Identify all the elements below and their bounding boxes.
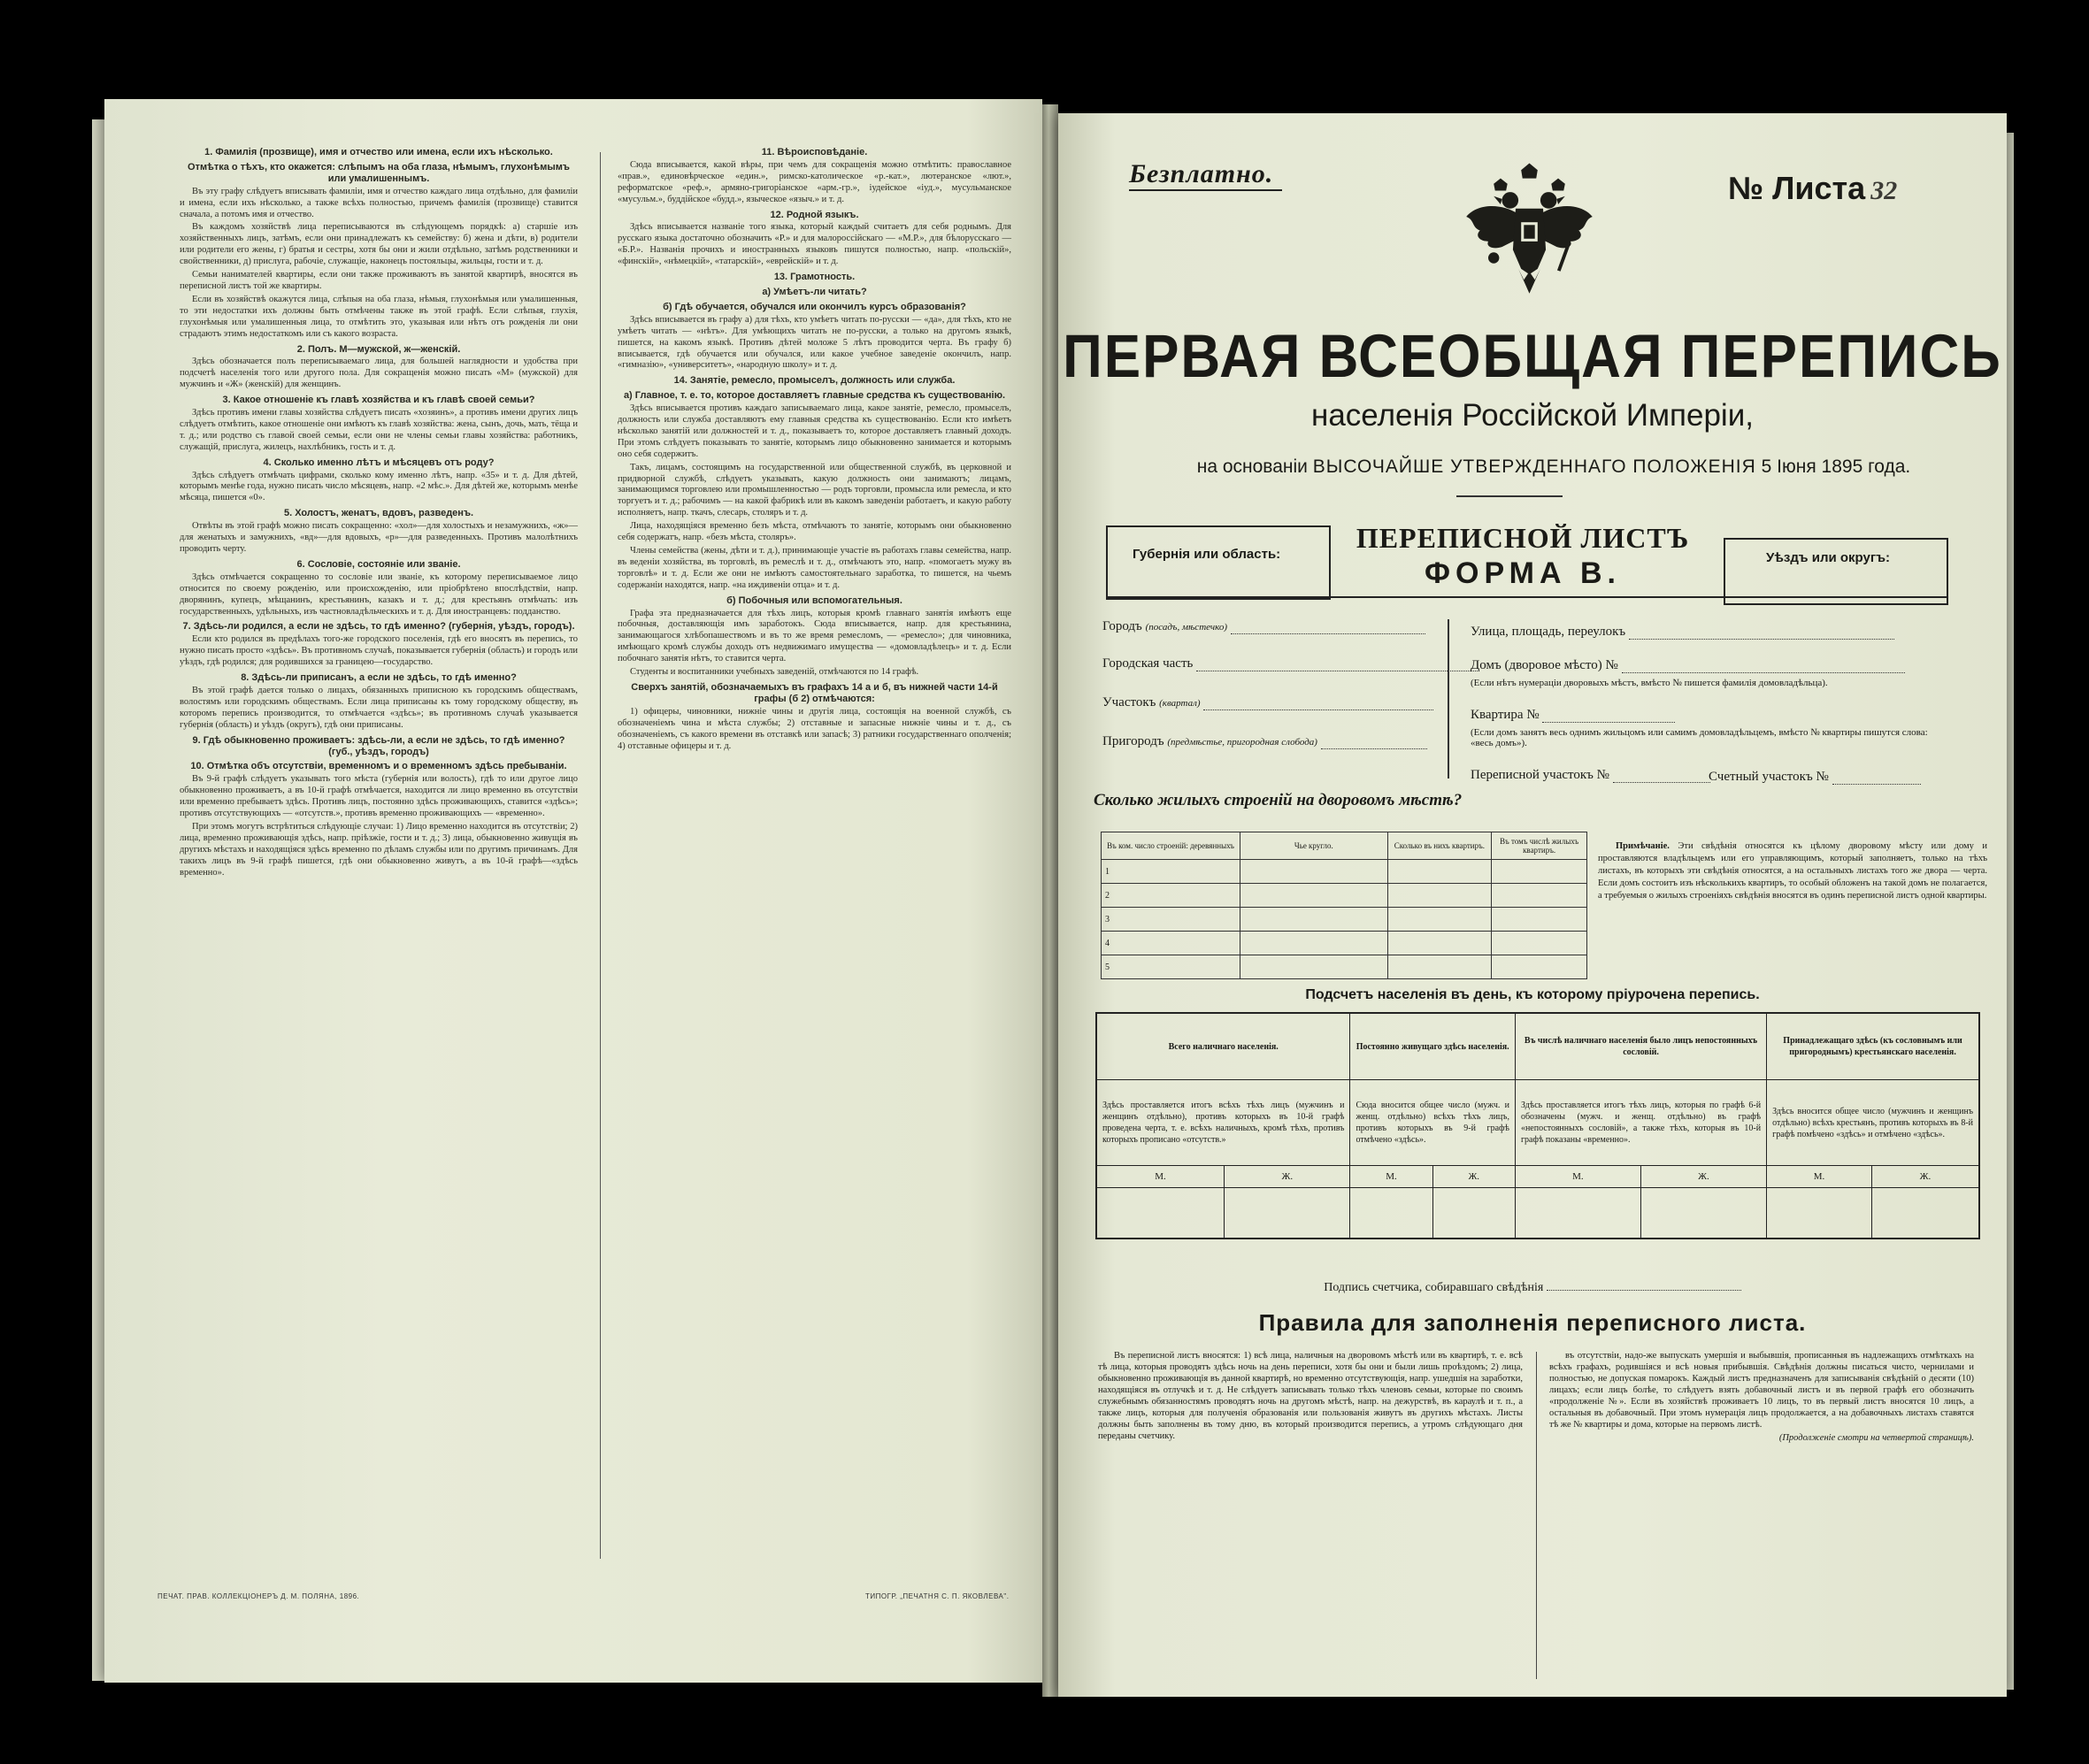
column-divider	[600, 152, 601, 1559]
sheet-number	[1728, 170, 1897, 207]
bld-row-number: 4	[1102, 932, 1240, 955]
section-heading: 10. Отмѣтка объ отсутствіи, временномъ и о временномъ здѣсь пребываніи.	[190, 761, 567, 772]
house-label: Домъ (дворовое мѣсто) №	[1471, 658, 1618, 672]
male-label: М.	[1515, 1166, 1640, 1188]
bld-row-number: 2	[1102, 884, 1240, 908]
precinct-field[interactable]	[1102, 695, 1433, 710]
count-area-field[interactable]	[1709, 770, 1921, 785]
population-count-table	[1095, 1012, 1980, 1239]
section-heading: 4. Сколько именно лѣтъ и мѣсяцевъ отъ роду?	[263, 456, 495, 468]
signature-label: Подпись счетчика, собиравшаго свѣдѣнія	[1324, 1281, 1544, 1294]
section-heading: 2. Полъ. М—мужской, ж—женскій.	[296, 343, 461, 355]
instruction-paragraph: Такъ, лицамъ, состоящимъ на государственной или общественной службѣ, въ церковной и придворной службѣ, слѣдуетъ указывать, какую должность они занимаютъ; лицамъ, занимающимся торговлею или промышленностью — родъ торговли, промысла или ремесла, и кто торгуетъ и т. д.; рабочимъ — на какой фабрикѣ или въ какомъ заведеніи работаетъ, и какую работу исполняетъ, напр. ткачъ, слесарь, столяръ и т. д.	[618, 462, 1011, 518]
section-heading: б) Гдѣ обучается, обучался или окончилъ курсъ образованія?	[663, 301, 966, 312]
right-page	[1058, 113, 2007, 1697]
rules-column-1	[1098, 1350, 1523, 1444]
section-heading: а) Умѣетъ-ли читать?	[762, 286, 867, 297]
continuation-note: (Продолженіе смотри на четвертой страницѣ).	[1778, 1433, 1974, 1443]
section-heading: а) Главное, т. е. то, которое доставляетъ главные средства къ существованію.	[623, 390, 1006, 402]
section-heading: 12. Родной языкъ.	[770, 209, 859, 220]
census-area-field[interactable]	[1471, 768, 1710, 783]
bld-header-3: Сколько въ нихъ квартиръ.	[1387, 832, 1492, 860]
rules-divider	[1536, 1352, 1537, 1679]
house-hint: (Если нѣтъ нумераціи дворовыхъ мѣстъ, вмѣсто № пишется фамилія домовладѣльца).	[1471, 678, 1828, 688]
instruction-paragraph: Въ эту графу слѣдуетъ вписывать фамиліи, имя и отчество каждаго лица отдѣльно, для фамиліи и имена, если ихъ нѣсколько, а также всѣхъ полностью, причемъ фамилія (прозвище) ставится сначала, а потомъ имя и отчество.	[180, 186, 578, 219]
instruction-paragraph: Въ 9-й графѣ слѣдуетъ указывать того мѣста (губернія или волость), гдѣ то или другое лицо обыкновенно проживаетъ, а въ 10-й графѣ отмѣчается, находится ли лицо временно въ отсутствіи или временно пребываетъ здѣсь. Противъ лицъ, постоянно здѣсь проживающихъ, ставится «здѣсь»; противъ отсутствующихъ — «отсутств.», противъ временно проживающихъ — «временно».	[180, 774, 578, 819]
header-rule	[1106, 596, 1947, 598]
suburb-hint: (предмѣстье, пригородная слобода)	[1167, 737, 1317, 748]
rules-text-2: въ отсутствіи, надо-же выпускать умершія и выбывшія, прописанныя въ надлежащихъ отмѣткахъ на всѣхъ графахъ, родившіяся и всѣ новыя прибывшія. Свѣдѣнія должны писаться чисто, чернилами и полностью, не допуская помарокъ. Каждый листъ предназначенъ для записыванія свѣдѣній о десяти (10) лицахъ; если лицъ болѣе, то слѣдуетъ взять добавочный листъ и въ первой графѣ его обозначить «продолженіе №». Если въ хозяйствѣ проживаетъ 10 лицъ, то въ первый листъ вносятся 10 лицъ, а остальныя въ добавочный. При этомъ нумерація лицъ продолжается, а на добавочныхъ листахъ ставятся тѣ же № квартиры и дома, которые на первомъ листѣ.	[1549, 1351, 1974, 1430]
female-label: Ж.	[1225, 1166, 1350, 1188]
count-header-transient: Въ числѣ наличнаго населенія было лицъ непостоянныхъ сословій.	[1515, 1013, 1766, 1080]
bld-row-number: 1	[1102, 860, 1240, 884]
count-header-present: Всего наличнаго населенія.	[1096, 1013, 1350, 1080]
city-hint: (посадъ, мѣстечко)	[1145, 622, 1228, 633]
census-subtitle: населенія Россійской Имперіи,	[1311, 398, 1754, 433]
instruction-paragraph: Семьи нанимателей квартиры, если они также проживаютъ въ занятой квартирѣ, вносятся въ переписной листъ той же квартиры.	[180, 270, 578, 291]
section-heading: 7. Здѣсь-ли родился, а если не здѣсь, то гдѣ именно? (губернія, уѣздъ, городъ).	[182, 621, 575, 633]
instruction-paragraph: Графа эта предназначается для тѣхъ лицъ, которыя кромѣ главнаго занятія имѣютъ еще побочныя, доставляющія имъ заработокъ. Сюда вписывается, напр. для крестьянина, занимающагося хлѣбопашествомъ и въ то же время ремесломъ, — «ремесло»; для чиновника, имѣющаго кромѣ службы доходъ отъ недвижимаго имущества — «домовладѣлецъ» и т. д. Если побочнаго занятія нѣтъ, то ставится черта.	[618, 608, 1011, 664]
left-page	[104, 99, 1042, 1683]
title-rule	[1456, 495, 1563, 497]
city-label: Городъ	[1102, 619, 1142, 633]
buildings-note	[1598, 840, 1987, 902]
female-label: Ж.	[1871, 1166, 1979, 1188]
section-heading: Отмѣтка о тѣхъ, кто окажется: слѣпымъ на оба глаза, нѣмымъ, глухонѣмымъ или умалишеннымъ.	[188, 161, 570, 184]
sheet-header	[1324, 522, 1722, 591]
guberniya-box[interactable]	[1106, 525, 1331, 600]
count-desc-transient: Здѣсь проставляется итогъ тѣхъ лицъ, которыя по графѣ 6-й обозначены (мужч. и женщ. отдѣльно) въ графѣ «непостоянныхъ сословій», а также тѣхъ, которыя въ 10-й графѣ показаны «временно».	[1515, 1080, 1766, 1166]
section-heading: 8. Здѣсь-ли приписанъ, а если не здѣсь, то гдѣ именно?	[241, 672, 517, 684]
count-desc-peasant: Здѣсь вносится общее число (мужчинъ и женщинъ отдѣльно) всѣхъ крестьянъ, противъ которыхъ въ 8-й графѣ помѣчено «здѣсь» и отмѣчено «здѣсь».	[1767, 1080, 1979, 1166]
note-text: Эти свѣдѣнія относятся къ цѣлому дворовому мѣсту или дому и проставляются владѣльцемъ или его управляющимъ, который заполняетъ, только на тѣхъ листахъ, въ которыхъ эти свѣдѣнія относятся, а на остальныхъ листахъ того же двора — черта. Если домъ состоитъ изъ нѣсколькихъ квартиръ, то особый обложенъ на такой домъ не полагается, а требуемыя о жилыхъ строеніяхъ свѣдѣнія вносятся въ одинъ переписной листъ одной квартиры.	[1598, 841, 1987, 901]
apartment-label: Квартира №	[1471, 708, 1540, 722]
note-title: Примѣчаніе.	[1616, 841, 1670, 851]
rules-title: Правила для заполненія переписного листа.	[1258, 1309, 1807, 1336]
count-desc-permanent: Сюда вносится общее число (мужч. и женщ. отдѣльно) всѣхъ тѣхъ лицъ, противъ которыхъ въ 9-й графѣ отмѣчено «здѣсь».	[1350, 1080, 1516, 1166]
count-header-permanent: Постоянно живущаго здѣсь населенія.	[1350, 1013, 1516, 1080]
instruction-paragraph: Студенты и воспитанники учебныхъ заведеній, отмѣчаются по 14 графѣ.	[630, 667, 919, 678]
instruction-paragraph: Лица, находящіяся временно безъ мѣста, отмѣчаютъ то занятіе, которымъ они обыкновенно себя содержатъ, напр. «безъ мѣста, столяръ».	[618, 521, 1011, 543]
instruction-paragraph: Здѣсь противъ имени главы хозяйства слѣдуетъ писать «хозяинъ», а противъ имени других лицъ слѣдуетъ отмѣтить, какое отношеніе они имѣютъ къ главѣ хозяйства: жена, сынъ, дочь, мать, тёща и т. д.; или родство съ главой своей семьи, если они не члены семьи главы хозяйства: работникъ, служащій, прислуга, жилецъ, нахлѣбникъ, гость и т. д.	[180, 408, 578, 452]
suburb-label: Пригородъ	[1102, 734, 1164, 748]
bld-row-number: 3	[1102, 908, 1240, 932]
instruction-paragraph: Здѣсь вписывается въ графу а) для тѣхъ, кто умѣетъ читать по-русски — «да», для тѣхъ, кто не умѣетъ читать — «нѣтъ». Для умѣющихъ читать не по-русски, а только на другомъ языкѣ, пишется, на какомъ языкѣ. Противъ дѣтей моложе 5 лѣтъ проводится черта. Въ графу б) вписывается, гдѣ обучается или обучался, или какое учебное заведеніе окончилъ, напр. «гимназію», «университетъ», «народную школу» и т. д.	[618, 314, 1011, 371]
census-area-label: Переписной участокъ №	[1471, 768, 1609, 782]
section-heading: 1. Фамилія (прозвище), имя и отчество или имена, если ихъ нѣсколько.	[204, 147, 553, 157]
section-heading: 3. Какое отношеніе къ главѣ хозяйства и къ главѣ своей семьи?	[222, 395, 535, 406]
census-title: ПЕРВАЯ ВСЕОБЩАЯ ПЕРЕПИСЬ	[1063, 323, 2002, 391]
double-headed-eagle-emblem	[1461, 162, 1598, 299]
buildings-table	[1101, 832, 1587, 979]
section-heading: 11. Вѣроисповѣданіе.	[761, 147, 868, 157]
table-row[interactable]	[1102, 860, 1587, 884]
bld-header-4: Въ томъ числѣ жилыхъ квартиръ.	[1492, 832, 1587, 860]
basis-prefix: на основаніи	[1196, 456, 1308, 477]
instruction-paragraph: Здѣсь вписывается названіе того языка, который каждый считаетъ для себя роднымъ. Для русскаго языка достаточно обозначить «Р.» и для малороссійскаго — «М.Р.», для бѣлорусскаго — «Б.Р.». Названія прочихъ и иностранныхъ языковъ пишутся полностью, напр. «польскій», «финскій», «нѣмецкій», «татарскій», «еврейскій» и т. д.	[618, 222, 1011, 267]
instruction-paragraph: Здѣсь вписывается противъ каждаго записываемаго лица, какое занятіе, ремесло, промыселъ, должность или служба доставляютъ ему главныя средства къ существованію. Если кто имѣетъ нѣсколько занятій или должностей и т. д., показываетъ то, которое доставляетъ главный доходъ. При этомъ слѣдуетъ показывать то занятіе, которымъ лицо обыкновенно занимается и которымъ оно себя содержитъ.	[618, 403, 1011, 459]
city-field[interactable]	[1102, 619, 1425, 634]
count-desc-present: Здѣсь проставляется итогъ всѣхъ тѣхъ лицъ (мужчинъ и женщинъ отдѣльно), противъ которыхъ въ 10-й графѣ проведена черта, т. е. всѣхъ наличныхъ, кромѣ тѣхъ, противъ которыхъ прописано «отсутств.»	[1096, 1080, 1350, 1166]
section-heading: Сверхъ занятій, обозначаемыхъ въ графахъ 14 а и б, въ нижней части 14-й графы (б 2) отмѣчаются:	[631, 681, 998, 704]
instruction-paragraph: Если въ хозяйствѣ окажутся лица, слѣпыя на оба глаза, нѣмыя, глухонѣмыя или умалишенныя, то эти недостатки ихъ должны быть отмѣчены также въ этой графѣ. Если слѣпыя, глухія, глухонѣмыя или умалишенныя лица, то отмѣтить это, указывая или нѣтъ отъ рожденія ли они страдаютъ этимъ недостаткомъ или съ какого возраста.	[180, 294, 578, 339]
population-count-title: Подсчетъ населенія въ день, къ которому пріурочена перепись.	[1305, 987, 1760, 1002]
book-spine	[1042, 104, 1058, 1697]
printer-imprint-right: ТИПОГР. „ПЕЧАТНЯ С. П. ЯКОВЛЕВА".	[865, 1592, 1010, 1600]
suburb-field[interactable]	[1102, 734, 1427, 749]
house-field[interactable]	[1471, 658, 1905, 673]
rules-text-1: Въ переписной листъ вносятся: 1) всѣ лица, наличныя на дворовомъ мѣстѣ или въ квартирѣ, т. е. всѣ тѣ лица, которыя проводятъ здѣсь ночь на день переписи, хотя бы они и были лишь проѣздомъ; 2) лица, обыкновенно проживающія въ данной квартирѣ, но временно отсутствующія, напр. ушедшія на заработки, находящіяся въ отлучкѣ и т. д. Не слѣдуетъ записывать только тѣхъ членовъ семьи, которые по своимъ служебнымъ обязанностямъ проводятъ ночь на другомъ мѣстѣ, напр. на дежурствѣ, въ караулѣ и т. п., а также лицъ, которыя для полученія образованія или пользованія живутъ въ другихъ мѣстахъ. Листы должны быть заполнены въ тому дню, въ который производится перепись, а утромъ слѣдующаго дня переданы счетчику.	[1098, 1351, 1523, 1441]
address-divider	[1448, 619, 1449, 778]
enumerator-signature[interactable]	[1058, 1281, 2007, 1295]
instruction-paragraph: Въ этой графѣ дается только о лицахъ, обязанныхъ приписною къ городскимъ обществамъ, волостямъ или городскимъ обществамъ. Если лица приписаны къ тому городскому обществу, въ которомъ перепись производится, то отмѣчается «здѣсь»; въ противномъ случаѣ указывается губернія (область) и уѣздъ (округъ), гдѣ они приписаны.	[180, 685, 578, 730]
precinct-hint: (квартал)	[1159, 698, 1201, 709]
guberniya-label: Губернія или область:	[1133, 547, 1281, 562]
section-heading: б) Побочныя или вспомогательныя.	[726, 594, 902, 606]
street-label: Улица, площадь, переулокъ	[1471, 625, 1626, 639]
legal-basis	[1111, 456, 1996, 478]
section-heading: 9. Гдѣ обыкновенно проживаетъ: здѣсь-ли, а если не здѣсь, то гдѣ именно? (губ., уѣздъ, городъ)	[192, 734, 565, 757]
count-area-label: Счетный участокъ №	[1709, 770, 1829, 784]
section-heading: 5. Холостъ, женатъ, вдовъ, разведенъ.	[283, 508, 474, 519]
rules-column-2	[1549, 1350, 1974, 1446]
street-field[interactable]	[1471, 625, 1894, 640]
sheet-number-handwritten: 32	[1870, 176, 1898, 205]
city-district-field[interactable]	[1102, 656, 1479, 671]
section-heading: 13. Грамотность.	[773, 272, 856, 283]
section-heading: 6. Сословіе, состояніе или званіе.	[296, 558, 461, 570]
bld-header-1: Въ ком. число строеній: деревянныхъ	[1102, 832, 1240, 860]
instruction-paragraph: Сюда вписывается, какой вѣры, при чемъ для сокращенія можно отмѣтить: православное «прав.», единовѣрческое «един.», римско-католическое «р.-кат.», лютеранское «лют.», реформатское «реф.», армяно-григоріанское «арм.-гр.», іудейское «іуд.», мусульманское «мусульм.», буддійское «будд.», языческое «языч.» и т. д.	[618, 159, 1011, 204]
instruction-paragraph: Если кто родился въ предѣлахъ того-же городского поселенія, гдѣ его вносятъ въ перепись, то нужно писать просто «здѣсь». Въ противномъ случаѣ, показывается губернія (область) и городъ или уѣздъ, гдѣ родился; для родившихся за границею—государство.	[180, 634, 578, 668]
count-header-peasant: Принадлежащаго здѣсь (къ сословнымъ или пригороднымъ) крестьянскаго населенія.	[1767, 1013, 1979, 1080]
male-label: М.	[1350, 1166, 1432, 1188]
table-row[interactable]	[1102, 884, 1587, 908]
female-label: Ж.	[1640, 1166, 1766, 1188]
instruction-paragraph: Здѣсь отмѣчается сокращенно то сословіе или званіе, къ которому переписываемое лицо относится по своему рожденію, или происхожденію, или пріобрѣтено впослѣдствіи, напр. дворянинъ, купецъ, мѣщанинъ, крестьянинъ, казакъ и т. д.; для крестьянъ отмѣчать: изъ государственныхъ, удѣльныхъ, изъ частновладѣльческихъ и т. д. Для иностранцевъ: подданство.	[180, 571, 578, 617]
instruction-paragraph: Здѣсь слѣдуетъ отмѣчать цифрами, сколько кому именно лѣтъ, напр. «35» и т. д. Для дѣтей, которымъ менѣе года, нужно писать число мѣсяцевъ, напр. «2 мѣс.». Для дѣтей же, которымъ менѣе мѣсяца, пишется «0».	[180, 470, 578, 503]
instruction-paragraph: 1) офицеры, чиновники, нижніе чины и другія лица, состоящія на военной службѣ, съ обозначеніемъ чина и мѣста службы; 2) отставные и запасные нижніе чины и т. д., съ обозначеніемъ, съ какого времени въ отставкѣ или запасѣ; 3) ратники государственнаго ополченія; 4) отставные офицеры и т. д.	[618, 706, 1011, 751]
sheet-number-label: № Листа	[1728, 170, 1866, 206]
buildings-question: Сколько жилыхъ строеній на дворовомъ мѣстѣ?	[1094, 791, 1463, 809]
section-heading: 14. Занятіе, ремесло, промыселъ, должность или служба.	[673, 375, 956, 387]
printer-imprint-left: ПЕЧАТ. ПРАВ. КОЛЛЕКЦІОНЕРЪ Д. М. ПОЛЯНА, 1896.	[157, 1592, 360, 1600]
instruction-paragraph: При этомъ могутъ встрѣтиться слѣдующіе случаи: 1) Лицо временно находится въ отсутствіи; 2) лица, временно проживающія здѣсь, напр. пріѣзжіе, гости и т. д.; 3) лица, обыкновенно живущія въ другихъ мѣстахъ и находящіяся здѣсь временно по дѣламъ службы или по другимъ причинамъ. Для такихъ лицъ въ 9-й графѣ пишется, гдѣ они обыкновенно живутъ, а въ 10-й графѣ—«здѣсь временно».	[180, 821, 578, 878]
instruction-paragraph: Отвѣты въ этой графѣ можно писать сокращенно: «хол»—для холостыхъ и незамужнихъ, «ж»—для женатыхъ и замужнихъ, «вд»—для вдовыхъ, «р»—для разведенныхъ. Противъ малолѣтнихъ проводить черту.	[180, 521, 578, 554]
table-row[interactable]	[1102, 908, 1587, 932]
uezd-label: Уѣздъ или округъ:	[1766, 550, 1891, 565]
apartment-hint: (Если домъ занятъ весь однимъ жильцомъ или самимъ домовладѣльцемъ, вмѣсто № квартиры пишутся слова: «весь домъ»).	[1471, 727, 1928, 748]
instruction-paragraph: Въ каждомъ хозяйствѣ лица переписываются въ слѣдующемъ порядкѣ: а) старшіе изъ хозяйственныхъ лицъ, затѣмъ, если они принадлежатъ къ семейству: б) жена и дѣти, в) родители или родители его жены, г) братья и сестры, хотя бы они и жили отдѣльно, затѣмъ родственники и свойственники, д) прислуга, рабочіе, служащіе, наконецъ постояльцы, жильцы, гости и т. д.	[180, 222, 578, 267]
bld-header-2: Чье кругло.	[1240, 832, 1387, 860]
instruction-paragraph: Здѣсь обозначается полъ переписываемаго лица, для большей наглядности и удобства при подсчетѣ населенія того или другого пола. Для сокращенія можно писать «М» (мужской) для мужчинъ и «Ж» (женскій) для женщинъ.	[180, 357, 578, 390]
instructions-column-2	[618, 143, 1011, 754]
sheet-title: ПЕРЕПИСНОЙ ЛИСТЪ	[1356, 522, 1690, 554]
male-label: М.	[1096, 1166, 1225, 1188]
precinct-label: Участокъ	[1102, 695, 1156, 709]
form-label: ФОРМА В.	[1424, 556, 1622, 590]
instructions-column-1	[180, 143, 578, 880]
table-row[interactable]	[1102, 955, 1587, 979]
female-label: Ж.	[1432, 1166, 1515, 1188]
basis-regulation: ВЫСОЧАЙШЕ УТВЕРЖДЕННАГО ПОЛОЖЕНІЯ	[1312, 456, 1756, 477]
uezd-box[interactable]	[1724, 538, 1948, 605]
count-entry-row[interactable]	[1096, 1188, 1979, 1239]
city-district-label: Городская часть	[1102, 656, 1194, 671]
instruction-paragraph: Члены семейства (жены, дѣти и т. д.), принимающіе участіе въ работахъ главы семейства, напр. въ веденіи хозяйства, въ торговлѣ, въ ремеслѣ и т. д., отмѣчаютъ это, напр. «помогаетъ мужу въ торговлѣ» и т. д. Если же они не имѣютъ самостоятельнаго заработка, то пишется, на чьемъ содержаніи находятся, напр. «на иждивеніи отца» и т. д.	[618, 546, 1011, 590]
table-row[interactable]	[1102, 932, 1587, 955]
free-label: Безплатно.	[1129, 159, 1274, 188]
bld-row-number: 5	[1102, 955, 1240, 979]
apartment-field[interactable]	[1471, 708, 1675, 723]
male-label: М.	[1767, 1166, 1872, 1188]
basis-date: 5 Іюня 1895 года.	[1761, 456, 1911, 477]
